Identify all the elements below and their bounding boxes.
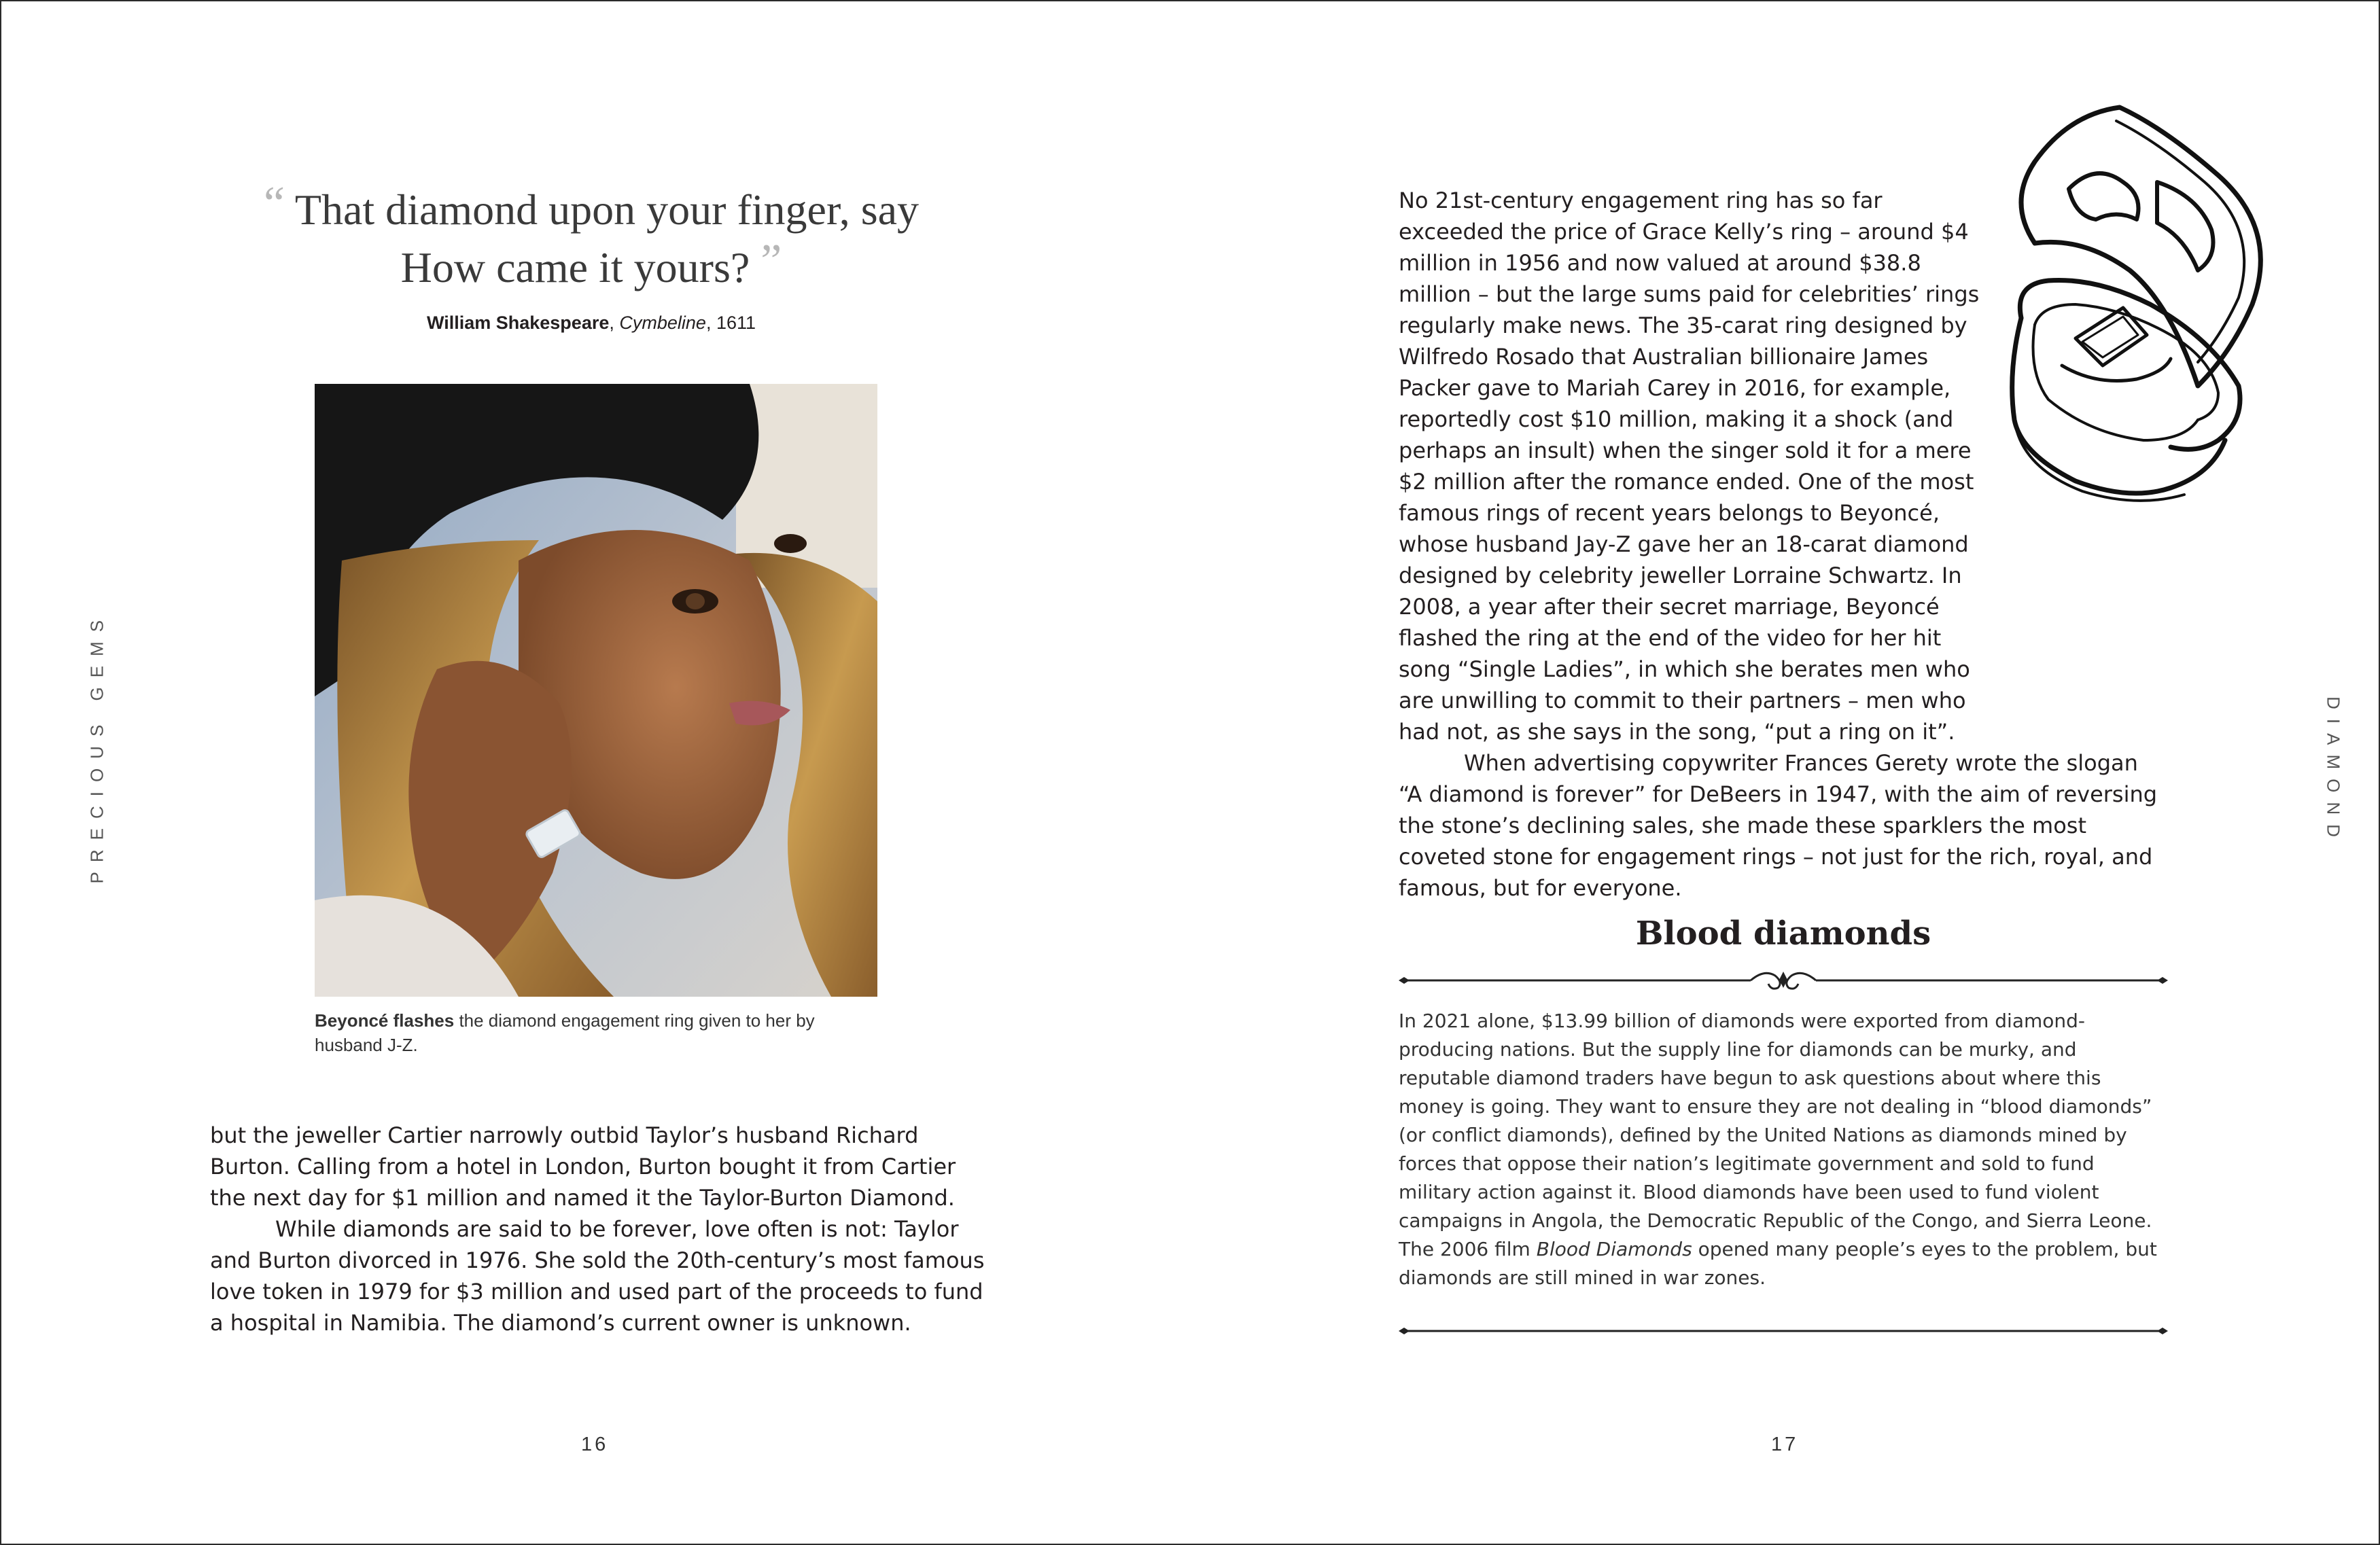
sidebar-title: Blood diamonds (1635, 914, 1931, 953)
left-body-text (210, 1120, 985, 1338)
closing-rule (1397, 1321, 2169, 1341)
sidebar-text-part: opened many people’s eyes to the problem, but diamonds are still mined in war zones. (1399, 1238, 2157, 1289)
sidebar-text-part: In 2021 alone, $13.99 billion of diamonds were exported from diamond-producing nations. But the supply line for diamonds can be murky, and reputable diamond traders have begun to ask questions about where this money is going. They want to ensure they are not dealing in “blood diamonds” (or conflict diamonds), defined by the United Nations as diamonds mined by forces that oppose their nation’s legitimate government and sold to fund military action against it. Blood diamonds have been used to fund violent campaigns in Angola, the Democratic Republic of the Congo, and Sierra Leone. The 2006 film (1399, 1010, 2152, 1260)
quote-text: That diamond upon your finger, say How came it yours? (294, 185, 920, 291)
quote-work: Cymbeline (619, 313, 706, 333)
paragraph: but the jeweller Cartier narrowly outbid Taylor’s husband Richard Burton. Calling from a hotel in London, Burton bought it from Cartier the next day for $1 million and named it the Taylor-Burton Diamond. (210, 1122, 956, 1211)
photo-illustration (315, 384, 877, 997)
ornamental-rule (1397, 963, 2169, 997)
quote-author: William Shakespeare (426, 313, 610, 333)
open-quote-mark: “ (263, 177, 285, 230)
paragraph: While diamonds are said to be forever, love often is not: Taylor and Burton divorced in 1976. She sold the 20th-century’s most famous love token in 1979 for $3 million and used part of the proceeds to fund a hospital in Namibia. The diamond’s current owner is unknown. (210, 1216, 985, 1336)
attrib-separator: , (609, 313, 620, 333)
paragraph: No 21st-century engagement ring has so far exceeded the price of Grace Kelly’s ring – around $4 million in 1956 and now valued at around $38.8 million – but the large sums paid for celebrities’ rings regularly make news. The 35-carat ring designed by Wilfredo Rosado that Australian billionaire James Packer gave to Mariah Carey in 2016, for example, reportedly cost $10 million, making it a shock (and perhaps an insult) when the singer sold it for a mere $2 million after the romance ended. One of the most famous rings of recent years belongs to Beyoncé, whose husband Jay-Z gave her an 18-carat diamond designed by celebrity jeweller Lorraine Schwartz. In 2008, a year after their secret marriage, Beyoncé flashed the ring at the end of the video for her hit song “Single Ladies”, in which she berates men who are unwilling to commit to their partners – men who had not, as she says in the song, “put a ring on it”. (1399, 188, 1980, 745)
right-body-text (1399, 185, 2160, 904)
page-number-right: 17 (1771, 1434, 1799, 1455)
caption-lead: Beyoncé flashes (315, 1010, 455, 1031)
caption-text: the diamond engagement ring given to her by husband J-Z. (315, 1010, 815, 1055)
running-head-right: DIAMOND (2323, 696, 2344, 847)
running-head-left: PRECIOUS GEMS (86, 610, 107, 884)
film-title: Blood Diamonds (1536, 1238, 1692, 1260)
close-quote-mark: ” (760, 235, 782, 287)
portrait-photo (315, 384, 877, 997)
paragraph: When advertising copywriter Frances Gerety wrote the slogan “A diamond is forever” for DeBeers in 1947, with the aim of reversing the stone’s declining sales, she made these sparklers the most coveted stone for engagement rings – not just for the rich, royal, and famous, but for everyone. (1399, 750, 2158, 901)
right-page (1190, 0, 2380, 1542)
photo-caption (315, 1008, 845, 1057)
quote-attribution (231, 313, 951, 334)
left-page (0, 0, 1190, 1542)
quote-year: , 1611 (705, 313, 756, 333)
page-number-left: 16 (581, 1434, 609, 1455)
sidebar-text (1399, 1007, 2167, 1292)
pull-quote (231, 178, 951, 334)
